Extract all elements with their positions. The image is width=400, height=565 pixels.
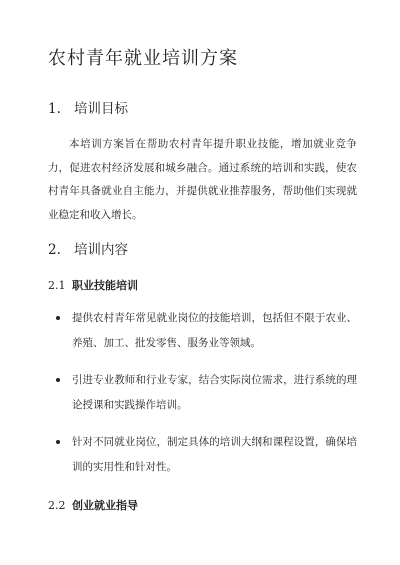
section-1-paragraph: 本培训方案旨在帮助农村青年提升职业技能，增加就业竞争力，促进农村经济发展和城乡融合。通过系统的培训和实践，使农村青年具备就业自主能力，并提供就业推荐服务，帮助他们实现就业稳定和收入增长。: [48, 138, 357, 221]
subsection-2-2-number: 2.2: [48, 499, 66, 512]
section-1-number: 1.: [48, 101, 61, 117]
subsection-2-1-title: 职业技能培训: [72, 279, 138, 292]
list-item: [48, 430, 357, 479]
list-item-text: 引进专业教师和行业专家，结合实际岗位需求，进行系统的理论授课和实践操作培训。: [72, 374, 357, 411]
subsection-2-1-number: 2.1: [48, 279, 66, 292]
list-item: [48, 368, 357, 417]
subsection-2-1-heading: [48, 277, 357, 295]
list-item-text: 提供农村青年常见就业岗位的技能培训，包括但不限于农业、养殖、加工、批发零售、服务业等领域。: [72, 312, 357, 349]
section-2-heading: [48, 240, 357, 260]
bullet-dot-icon: [56, 378, 60, 382]
section-1-heading: [48, 99, 357, 119]
subsection-2-1-bullet-list: [48, 306, 357, 479]
section-2-number: 2.: [48, 242, 61, 258]
document-title: 农村青年就业培训方案: [48, 48, 238, 69]
subsection-2-2-title: 创业就业指导: [72, 499, 138, 512]
list-item: [48, 306, 357, 355]
section-1-title: 培训目标: [74, 101, 128, 117]
bullet-dot-icon: [56, 316, 60, 320]
bullet-dot-icon: [56, 440, 60, 444]
subsection-2-2-heading: [48, 497, 357, 515]
section-2-title: 培训内容: [74, 242, 128, 258]
list-item-text: 针对不同就业岗位，制定具体的培训大纲和课程设置，确保培训的实用性和针对性。: [72, 436, 357, 473]
